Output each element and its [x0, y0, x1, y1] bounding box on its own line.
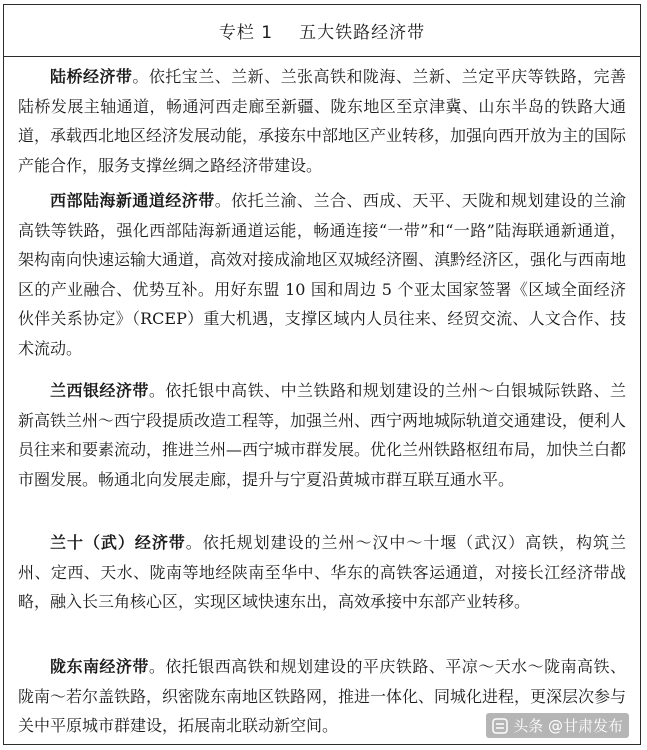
section-body: 。依托兰渝、兰合、西成、天平、天陇和规划建设的兰渝高铁等铁路，强化西部陆海新通道运能，畅通连接“一带”和“一路”陆海联通新通道，架构南向快速运输大通道，高效对接成渝地区双城经济圈、滇黔经济区，强化与西南地区的产业融合、优势互补。用好东盟 10 国和周边 5 个亚太国家签署《区域全面经济伙伴关系协定》（RCEP）重大机遇，支撑区域内人员往来、经贸交流、人文合作、技术流动。 — [18, 191, 627, 358]
section-body: 。依托宝兰、兰新、兰张高铁和陇海、兰新、兰定平庆等铁路，完善陆桥发展主轴通道，畅通河西走廊至新疆、陇东地区至京津冀、山东半岛的铁路大通道，承载西北地区经济发展动能，承接东中部地区产业转移，加强向西开放为主的国际产能合作，服务支撑丝绸之路经济带建设。 — [18, 67, 627, 175]
section-body: 。依托银西高铁和规划建设的平庆铁路、平凉～天水～陇南高铁、陇南～若尔盖铁路，织密陇东南地区铁路网，推进一体化、同城化进程，更深层次参与关中平原城市群建设，拓展南北联动新空间。 — [18, 657, 627, 736]
watermark-text: 头条 @甘肃发布 — [513, 717, 623, 735]
section-heading: 兰西银经济带 — [50, 381, 149, 400]
section-body: 。依托规划建设的兰州～汉中～十堰（武汉）高铁，构筑兰州、定西、天水、陇南等地经陕南至华中、华东的高铁客运通道，对接长江经济带战略，融入长三角核心区，实现区域快速东出，高效承接中东部产业转移。 — [18, 533, 626, 612]
section-heading: 西部陆海新通道经济带 — [50, 191, 215, 210]
column-title: 五大铁路经济带 — [299, 23, 426, 43]
section-western-land-sea — [4, 181, 640, 371]
column-header — [4, 5, 640, 57]
section-heading: 陇东南经济带 — [50, 657, 149, 676]
column-box — [3, 4, 641, 745]
toutiao-logo-icon — [492, 718, 508, 734]
section-body: 。依托银中高铁、中兰铁路和规划建设的兰州～白银城际铁路、兰新高铁兰州～西宁段提质改造工程等，加强兰州、西宁两地城际轨道交通建设，便利人员往来和要素流动，推进兰州—西宁城市群发展。优化兰州铁路枢纽布局，加快兰白都市圈发展。畅通北向发展走廊，提升与宁夏沿黄城市群互联互通水平。 — [18, 381, 627, 489]
section-eurasian-bridge — [4, 57, 640, 181]
section-lanxiyin — [4, 371, 640, 523]
section-heading: 陆桥经济带 — [50, 67, 133, 86]
column-label: 专栏 1 — [218, 23, 274, 43]
section-heading: 兰十（武）经济带 — [50, 533, 186, 552]
section-lanshi-wu — [4, 523, 640, 647]
watermark — [486, 713, 629, 738]
